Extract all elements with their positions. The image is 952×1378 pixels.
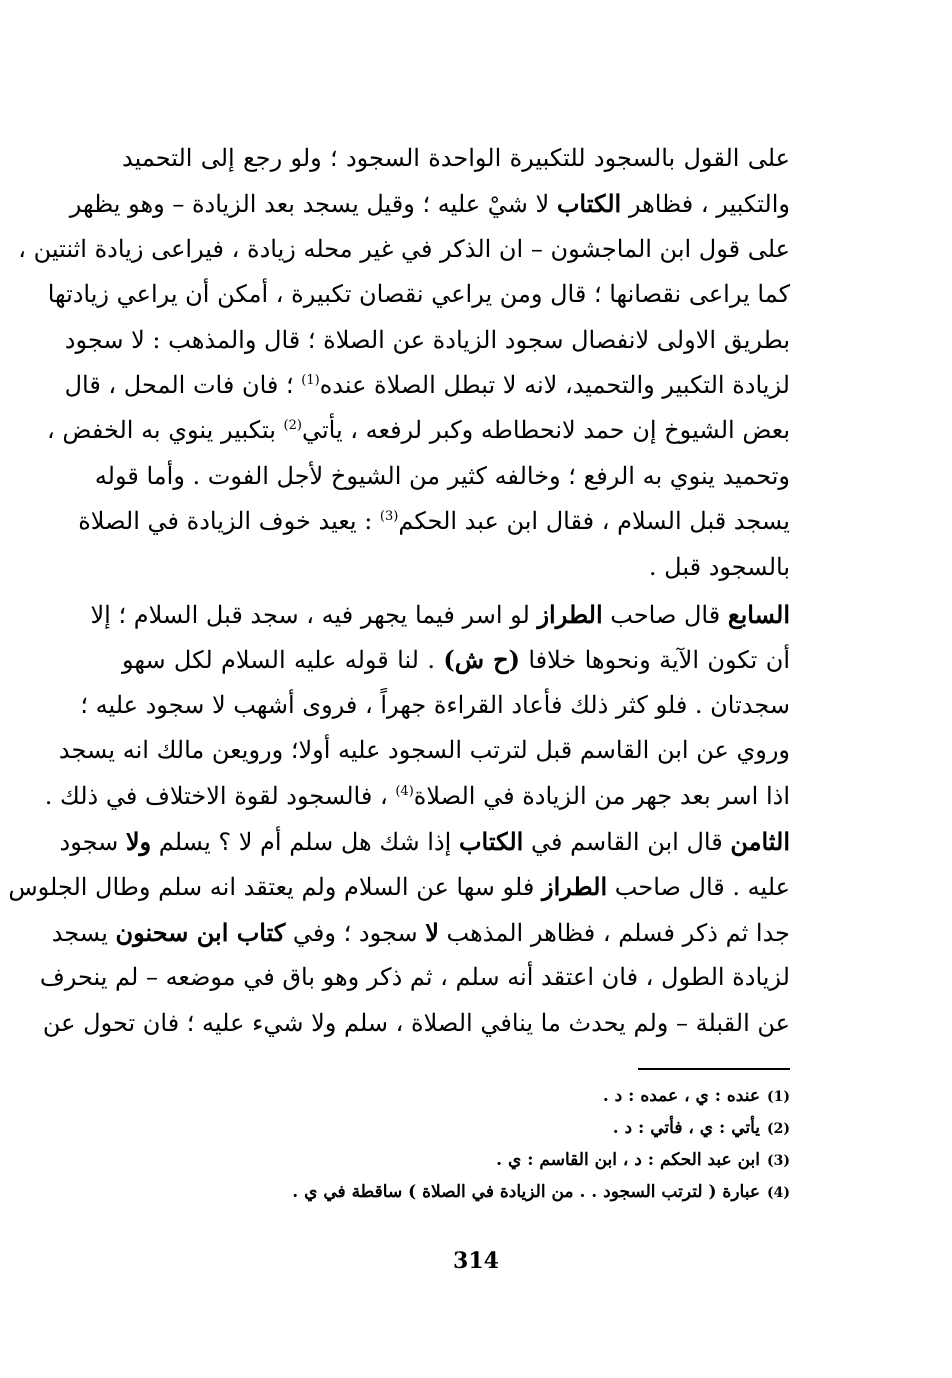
- bold-term: الكتاب: [556, 189, 622, 219]
- footnote-ref: (1): [301, 372, 320, 388]
- text-line: [39, 955, 790, 1000]
- text-line: [80, 683, 790, 728]
- text-run: لو اسر فيما يجهر فيه ، سجد قبل السلام ؛ إلا: [90, 601, 538, 629]
- footnote-separator: [638, 1068, 790, 1070]
- text-run: سجود ؛ وفي: [285, 918, 426, 947]
- text-run: يسجد: [51, 918, 116, 947]
- text-run: سجود: [59, 828, 126, 856]
- footnote-text: يأتي : ي ، فأتي : د .: [612, 1118, 760, 1138]
- text-line: [69, 181, 790, 226]
- text-run: قال صاحب: [602, 601, 728, 629]
- bold-term: السابع: [727, 600, 790, 629]
- text-run: يسجد قبل السلام ، فقال ابن عبد الحكم: [398, 507, 790, 536]
- footnote-number: (1): [767, 1089, 790, 1105]
- footnote-ref: (4): [395, 783, 414, 799]
- text-run: اذا اسر بعد جهر من الزيادة في الصلاة: [413, 781, 790, 810]
- footnote-number: (4): [767, 1185, 790, 1201]
- footnote-ref: (3): [379, 509, 399, 525]
- text-line: [47, 408, 790, 453]
- footnote-ref: (2): [283, 418, 302, 434]
- bold-term: (ح ش): [443, 645, 520, 675]
- text-line: [47, 272, 790, 317]
- text-line: [42, 1001, 790, 1046]
- bold-term: الطراز: [537, 600, 603, 629]
- text-run: ، فالسجود لقوة الاختلاف في ذلك .: [44, 781, 396, 810]
- paragraph-3: [8, 819, 790, 1046]
- text-line: [64, 363, 790, 408]
- bold-term: ولا: [125, 827, 152, 856]
- text-line: [90, 592, 790, 637]
- text-line: [59, 819, 790, 864]
- bold-term: لا: [425, 917, 439, 947]
- footnote-text: عبارة ( لترتب السجود . . من الزيادة في الصلاة ) ساقطة في ي .: [292, 1182, 760, 1202]
- text-run: بالسجود قبل .: [648, 552, 790, 581]
- text-line: [122, 545, 790, 590]
- text-run: ؛ فان فات المحل ، قال: [64, 370, 302, 399]
- text-run: على قول ابن الماجشون – ان الذكر في غير محله زيادة ، فيراعى زيادة اثنتين ،: [18, 234, 790, 263]
- text-run: عليه . قال صاحب: [607, 873, 790, 902]
- text-line: [78, 499, 790, 544]
- text-run: قال ابن القاسم في: [523, 828, 731, 856]
- bold-term: الثامن: [730, 827, 790, 856]
- text-run: : يعيد خوف الزيادة في الصلاة: [78, 507, 380, 536]
- text-run: فلو سها عن السلام ولم يعتقد انه سلم وطال الجلوس: [8, 873, 542, 902]
- text-line: [18, 227, 790, 272]
- footnote-text: عنده : ي ، عمده : د .: [602, 1086, 760, 1106]
- footnote-text: ابن عبد الحكم : د ، ابن القاسم : ي .: [496, 1150, 760, 1170]
- text-run: سجدتان . فلو كثر ذلك فأعاد القراءة جهراً ، فروى أشهب لا سجود عليه ؛: [80, 690, 790, 719]
- footnote-4: [270, 1176, 790, 1208]
- text-line: [8, 864, 790, 909]
- text-run: كما يراعى نقصانها ؛ قال ومن يراعي نقصان تكبيرة ، أمكن أن يراعي زيادتها: [47, 280, 790, 309]
- text-line: [51, 910, 790, 955]
- text-line: [58, 728, 790, 773]
- text-run: وتحميد ينوي به الرفع ؛ وخالفه كثير من الشيوخ لأجل الفوت . وأما قوله: [94, 461, 790, 490]
- text-run: عن القبلة – ولم يحدث ما ينافي الصلاة ، سلم ولا شيء عليه ؛ فان تحول عن: [42, 1008, 790, 1037]
- text-line: [64, 318, 790, 363]
- text-run: لزيادة الطول ، فان اعتقد أنه سلم ، ثم ذكر وهو باق في موضعه – لم ينحرف: [39, 963, 790, 992]
- bold-term: كتاب ابن سحنون: [115, 917, 286, 947]
- text-run: والتكبير ، فظاهر: [621, 190, 790, 219]
- text-run: أن تكون الآية ونحوها خلافا: [519, 646, 790, 675]
- footnote-number: (2): [767, 1121, 790, 1137]
- bold-term: الطراز: [541, 872, 608, 902]
- text-run: لزيادة التكبير والتحميد، لانه لا تبطل الصلاة عنده: [319, 370, 790, 399]
- text-run: وروي عن ابن القاسم قبل لترتب السجود عليه أولا؛ ورويعن مالك انه يسجد: [58, 736, 790, 765]
- footnotes: [270, 1080, 790, 1208]
- text-line: [94, 454, 790, 499]
- page-number: 314: [453, 1248, 499, 1274]
- text-line: [122, 637, 790, 682]
- text-line: [44, 774, 790, 819]
- paragraph-2: [44, 592, 790, 819]
- text-run: جدا ثم ذكر فسلم ، فظاهر المذهب: [438, 918, 790, 947]
- footnote-1: [270, 1080, 790, 1112]
- paragraph-1: [18, 136, 790, 590]
- footnote-number: (3): [767, 1153, 790, 1169]
- footnote-3: [270, 1144, 790, 1176]
- text-run: بتكبير ينوي به الخفض ،: [47, 416, 284, 445]
- text-run: على القول بالسجود للتكبيرة الواحدة السجود ؛ ولو رجع إلى التحميد: [122, 144, 790, 172]
- text-run: بطريق الاولى لانفصال سجود الزيادة عن الصلاة ؛ قال والمذهب : لا سجود: [64, 325, 790, 354]
- footnote-2: [270, 1112, 790, 1144]
- text-run: . لنا قوله عليه السلام لكل سهو: [122, 646, 444, 675]
- bold-term: الكتاب: [458, 827, 524, 856]
- text-line: [122, 136, 790, 181]
- text-run: إذا شك هل سلم أم لا ؟ يسلم: [151, 828, 459, 856]
- text-run: بعض الشيوخ إن حمد لانحطاطه وكبر لرفعه ، يأتي: [301, 416, 790, 445]
- text-run: لا شيْ عليه ؛ وقيل يسجد بعد الزيادة – وهو يظهر: [69, 190, 557, 219]
